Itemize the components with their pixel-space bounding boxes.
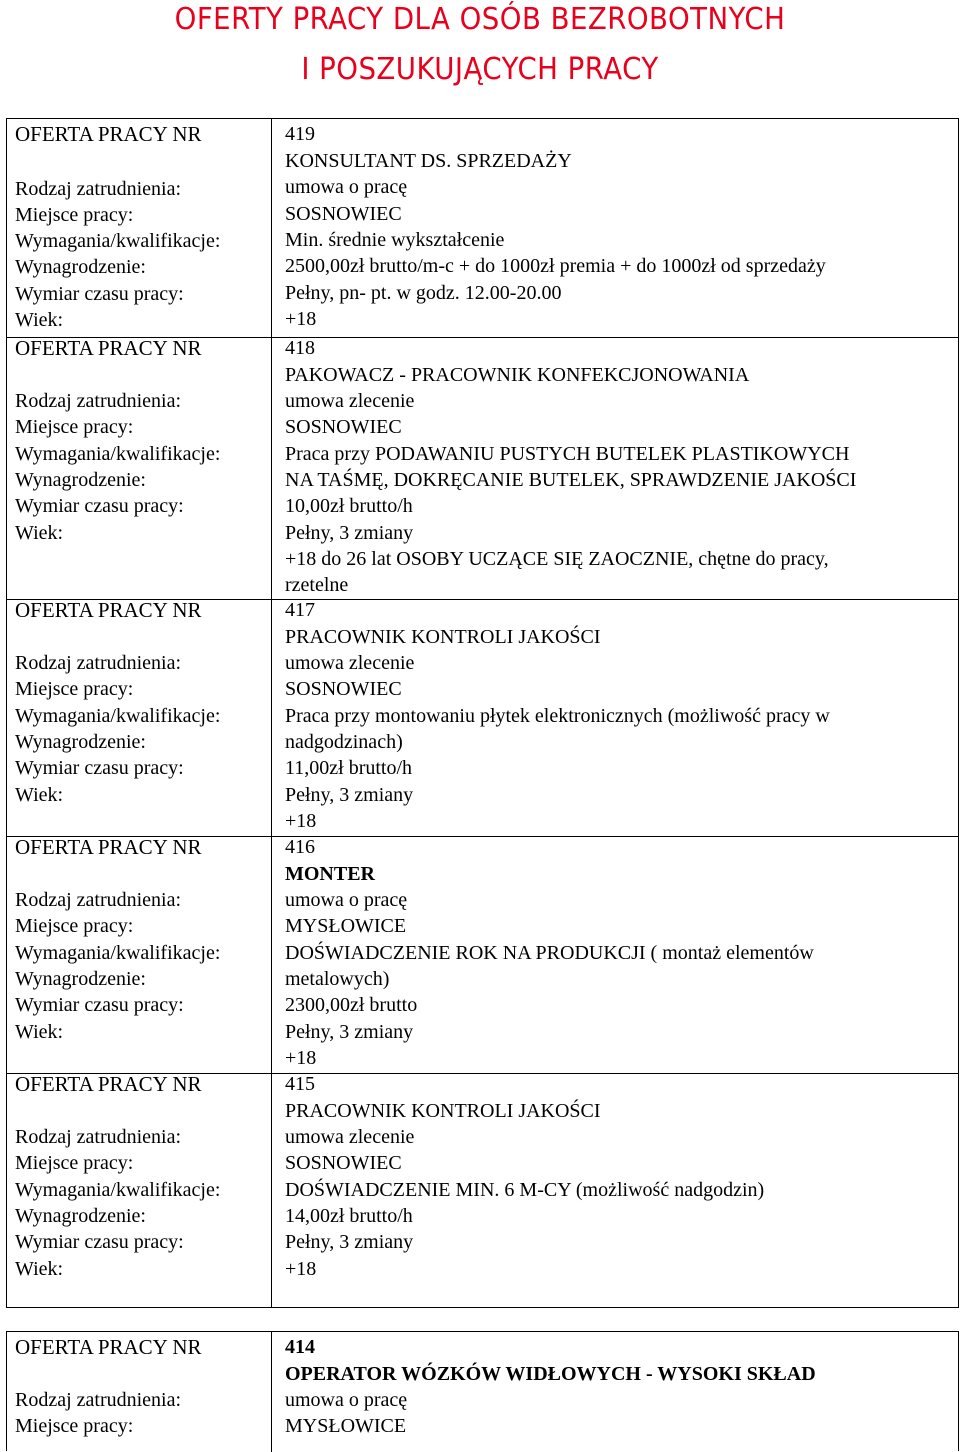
label-wymagania: Wymagania/kwalifikacje:: [15, 443, 221, 465]
offer-working-time: Pełny, 3 zmiany: [285, 784, 414, 806]
offer-number: 414: [285, 1336, 315, 1358]
offer-salary: 11,00zł brutto/h: [285, 757, 413, 779]
offer-requirements-line-2: nadgodzinach): [285, 731, 403, 753]
label-oferta: OFERTA PRACY NR: [15, 1335, 202, 1359]
offer-position: PAKOWACZ - PRACOWNIK KONFEKCJONOWANIA: [285, 364, 750, 386]
offer-age: +18: [285, 1047, 317, 1069]
label-rodzaj: Rodzaj zatrudnienia:: [15, 652, 182, 674]
offer-employment-type: umowa o pracę: [285, 889, 408, 911]
label-wiek: Wiek:: [15, 784, 64, 806]
offer-requirements-line-1: DOŚWIADCZENIE ROK NA PRODUKCJI ( montaż elementów: [285, 942, 814, 964]
label-wymagania: Wymagania/kwalifikacje:: [15, 1179, 221, 1201]
column-divider: [271, 118, 272, 1308]
offer-salary: 2300,00zł brutto: [285, 994, 418, 1016]
offer-position: KONSULTANT DS. SPRZEDAŻY: [285, 150, 572, 172]
label-wiek: Wiek:: [15, 309, 64, 331]
offer-requirements: DOŚWIADCZENIE MIN. 6 M-CY (możliwość nadgodzin): [285, 1179, 765, 1201]
offer-position: PRACOWNIK KONTROLI JAKOŚCI: [285, 1100, 601, 1122]
label-oferta: OFERTA PRACY NR: [15, 835, 202, 859]
label-wymagania: Wymagania/kwalifikacje:: [15, 942, 221, 964]
label-wymiar: Wymiar czasu pracy:: [15, 757, 184, 779]
label-miejsce: Miejsce pracy:: [15, 1152, 134, 1174]
label-wymiar: Wymiar czasu pracy:: [15, 495, 184, 517]
offer-number: 418: [285, 337, 315, 359]
offer-requirements-line-1: Praca przy PODAWANIU PUSTYCH BUTELEK PLASTIKOWYCH: [285, 443, 850, 465]
offer-number: 417: [285, 599, 315, 621]
label-miejsce: Miejsce pracy:: [15, 1415, 134, 1437]
offer-location: SOSNOWIEC: [285, 1152, 402, 1174]
offer-age: +18: [285, 810, 317, 832]
label-wiek: Wiek:: [15, 1258, 64, 1280]
label-wymagania: Wymagania/kwalifikacje:: [15, 705, 221, 727]
label-wiek: Wiek:: [15, 522, 64, 544]
offer-salary: 14,00zł brutto/h: [285, 1205, 413, 1227]
label-wymiar: Wymiar czasu pracy:: [15, 283, 184, 305]
offer-age: +18: [285, 308, 317, 330]
offer-number: 416: [285, 836, 315, 858]
offer-employment-type: umowa zlecenie: [285, 652, 415, 674]
offer-location: MYSŁOWICE: [285, 1415, 407, 1437]
label-miejsce: Miejsce pracy:: [15, 915, 134, 937]
offer-age: +18: [285, 1258, 317, 1280]
offer-requirements-line-2: NA TAŚMĘ, DOKRĘCANIE BUTELEK, SPRAWDZENIE JAKOŚCI: [285, 469, 857, 491]
label-miejsce: Miejsce pracy:: [15, 678, 134, 700]
offers-table-continued: [6, 1331, 959, 1451]
offer-employment-type: umowa zlecenie: [285, 1126, 415, 1148]
offer-working-time: Pełny, 3 zmiany: [285, 1231, 414, 1253]
label-rodzaj: Rodzaj zatrudnienia:: [15, 889, 182, 911]
offers-table: [6, 118, 959, 1308]
offer-employment-type: umowa o pracę: [285, 176, 408, 198]
offer-age-line-2: rzetelne: [285, 574, 349, 596]
label-rodzaj: Rodzaj zatrudnienia:: [15, 1389, 182, 1411]
offer-location: SOSNOWIEC: [285, 416, 402, 438]
page-title-line-1: OFERTY PRACY DLA OSÓB BEZROBOTNYCH: [174, 2, 786, 37]
offer-working-time: Pełny, 3 zmiany: [285, 522, 414, 544]
label-oferta: OFERTA PRACY NR: [15, 1072, 202, 1096]
label-wymiar: Wymiar czasu pracy:: [15, 1231, 184, 1253]
label-oferta: OFERTA PRACY NR: [15, 122, 202, 146]
label-wynagrodzenie: Wynagrodzenie:: [15, 1205, 146, 1227]
offer-position: OPERATOR WÓZKÓW WIDŁOWYCH - WYSOKI SKŁAD: [285, 1363, 816, 1385]
label-wiek: Wiek:: [15, 1021, 64, 1043]
offer-employment-type: umowa zlecenie: [285, 390, 415, 412]
offer-working-time: Pełny, pn- pt. w godz. 12.00-20.00: [285, 282, 562, 304]
label-oferta: OFERTA PRACY NR: [15, 336, 202, 360]
offer-requirements: Min. średnie wykształcenie: [285, 229, 505, 251]
label-wynagrodzenie: Wynagrodzenie:: [15, 731, 146, 753]
column-divider: [271, 1331, 272, 1452]
page-title-line-2: I POSZUKUJĄCYCH PRACY: [301, 52, 659, 87]
label-wynagrodzenie: Wynagrodzenie:: [15, 256, 146, 278]
label-rodzaj: Rodzaj zatrudnienia:: [15, 1126, 182, 1148]
offer-position: MONTER: [285, 863, 375, 885]
label-wymiar: Wymiar czasu pracy:: [15, 994, 184, 1016]
label-wynagrodzenie: Wynagrodzenie:: [15, 469, 146, 491]
offer-age-line-1: +18 do 26 lat OSOBY UCZĄCE SIĘ ZAOCZNIE, chętne do pracy,: [285, 548, 829, 570]
label-wynagrodzenie: Wynagrodzenie:: [15, 968, 146, 990]
label-rodzaj: Rodzaj zatrudnienia:: [15, 390, 182, 412]
label-oferta: OFERTA PRACY NR: [15, 598, 202, 622]
offer-location: MYSŁOWICE: [285, 915, 407, 937]
label-wymagania: Wymagania/kwalifikacje:: [15, 230, 221, 252]
label-miejsce: Miejsce pracy:: [15, 416, 134, 438]
offer-requirements-line-1: Praca przy montowaniu płytek elektronicznych (możliwość pracy w: [285, 705, 830, 727]
offer-position: PRACOWNIK KONTROLI JAKOŚCI: [285, 626, 601, 648]
offer-working-time: Pełny, 3 zmiany: [285, 1021, 414, 1043]
offer-salary: 2500,00zł brutto/m-c + do 1000zł premia + do 1000zł od sprzedaży: [285, 255, 826, 277]
offer-location: SOSNOWIEC: [285, 678, 402, 700]
offer-employment-type: umowa o pracę: [285, 1389, 408, 1411]
offer-requirements-line-2: metalowych): [285, 968, 390, 990]
offer-salary: 10,00zł brutto/h: [285, 495, 413, 517]
offer-number: 415: [285, 1073, 315, 1095]
offer-number: 419: [285, 123, 315, 145]
label-miejsce: Miejsce pracy:: [15, 204, 134, 226]
label-rodzaj: Rodzaj zatrudnienia:: [15, 178, 182, 200]
offer-location: SOSNOWIEC: [285, 203, 402, 225]
